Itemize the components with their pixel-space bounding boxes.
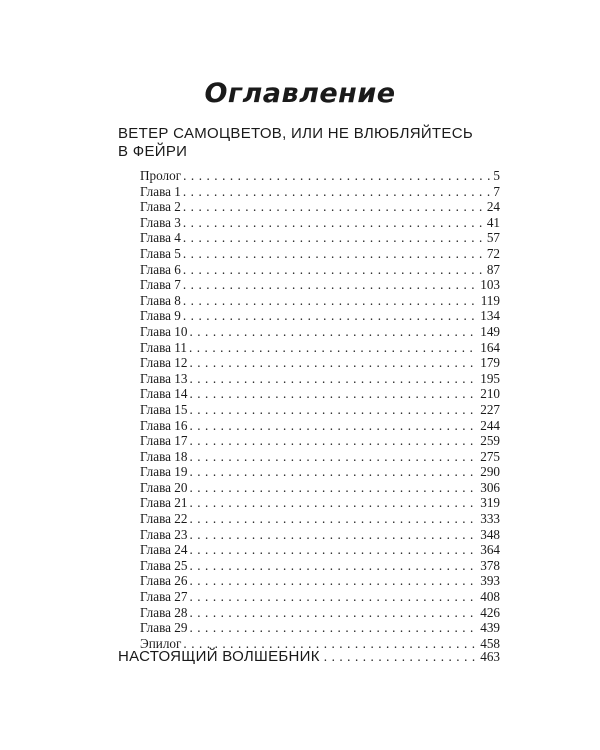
- toc-entry-label: Глава 21: [140, 495, 188, 511]
- toc-entry-page: 463: [480, 649, 500, 664]
- dot-leader: [189, 511, 478, 527]
- toc-entry[interactable]: [140, 308, 500, 324]
- toc-entry-page: 5: [493, 168, 500, 183]
- toc-entry-page: 7: [493, 183, 500, 199]
- toc-entry[interactable]: [140, 464, 500, 480]
- toc-entry-label: Глава 12: [140, 355, 188, 371]
- toc-entry-page: 408: [480, 589, 500, 605]
- toc-entry-page: 87: [486, 261, 500, 277]
- page-title: Оглавление: [204, 78, 396, 109]
- toc-entry-label: Глава 15: [140, 401, 188, 417]
- dot-leader: [189, 558, 478, 574]
- toc-entry[interactable]: [140, 495, 500, 511]
- toc-entry-page: 378: [480, 557, 500, 573]
- toc-entry-label: Глава 11: [140, 339, 187, 355]
- toc-entry-label: Глава 27: [140, 589, 188, 605]
- toc-entry[interactable]: [140, 527, 500, 543]
- dot-leader: [189, 449, 478, 465]
- toc-entry-page: 319: [480, 495, 500, 511]
- toc-entry-label: Глава 16: [140, 417, 188, 433]
- toc-entry-label: НАСТОЯЩИЙ ВОЛШЕБНИК: [118, 648, 320, 665]
- dot-leader: [324, 649, 476, 665]
- section-title-line-2: В ФЕЙРИ: [118, 143, 188, 160]
- toc-entry-label: Глава 5: [140, 245, 181, 261]
- toc-entry-label: Глава 10: [140, 323, 188, 339]
- toc-entry-list: [140, 168, 500, 651]
- toc-entry-page: 103: [480, 277, 500, 293]
- dot-leader: [189, 620, 478, 636]
- toc-entry-label: Пролог: [140, 168, 182, 183]
- toc-entry[interactable]: [140, 340, 500, 356]
- toc-entry-label: Глава 13: [140, 370, 188, 386]
- dot-leader: [183, 184, 492, 200]
- toc-entry-label: Глава 2: [140, 199, 181, 215]
- toc-entry-label: Глава 19: [140, 464, 188, 480]
- toc-entry[interactable]: [140, 402, 500, 418]
- toc-entry-page: 210: [480, 386, 500, 402]
- toc-entry[interactable]: [140, 184, 500, 200]
- toc-entry[interactable]: [140, 589, 500, 605]
- toc-entry-page: 244: [480, 417, 500, 433]
- toc-entry-page: 72: [486, 245, 500, 261]
- dot-leader: [189, 386, 478, 402]
- toc-entry-page: 119: [480, 292, 500, 308]
- toc-entry[interactable]: [140, 355, 500, 371]
- toc-entry-label: Глава 6: [140, 261, 181, 277]
- toc-entry[interactable]: [140, 168, 500, 184]
- toc-entry[interactable]: [140, 511, 500, 527]
- toc-entry[interactable]: [140, 215, 500, 231]
- toc-entry[interactable]: [140, 246, 500, 262]
- toc-entry-page: 275: [480, 448, 500, 464]
- dot-leader: [189, 433, 478, 449]
- dot-leader: [189, 402, 478, 418]
- dot-leader: [189, 418, 478, 434]
- toc-entry-label: Глава 9: [140, 308, 181, 324]
- dot-leader: [183, 308, 478, 324]
- toc-entry-page: 426: [480, 604, 500, 620]
- dot-leader: [189, 480, 478, 496]
- toc-entry-label: Глава 4: [140, 230, 181, 246]
- toc-entry[interactable]: [140, 558, 500, 574]
- toc-entry-label: Глава 20: [140, 479, 188, 495]
- toc-entry-label: Глава 7: [140, 277, 181, 293]
- dot-leader: [183, 293, 479, 309]
- toc-entry-label: Глава 23: [140, 526, 188, 542]
- toc-entry-label: Глава 25: [140, 557, 188, 573]
- toc-entry-page: 306: [480, 479, 500, 495]
- toc-entry[interactable]: [140, 433, 500, 449]
- toc-entry-page: 57: [486, 230, 500, 246]
- dot-leader: [189, 464, 478, 480]
- toc-entry-label: Эпилог: [140, 635, 182, 651]
- toc-entry-page: 348: [480, 526, 500, 542]
- toc-entry[interactable]: [140, 418, 500, 434]
- toc-entry-label: Глава 26: [140, 573, 188, 589]
- toc-entry[interactable]: [140, 199, 500, 215]
- toc-entry[interactable]: [140, 371, 500, 387]
- toc-entry-label: Глава 8: [140, 292, 181, 308]
- toc-entry-label: Глава 22: [140, 511, 188, 527]
- toc-entry[interactable]: [140, 293, 500, 309]
- dot-leader: [189, 589, 478, 605]
- toc-entry[interactable]: [140, 542, 500, 558]
- dot-leader: [183, 215, 485, 231]
- toc-entry-page: 179: [480, 355, 500, 371]
- toc-entry-page: 290: [480, 464, 500, 480]
- toc-entry-page: 259: [480, 433, 500, 449]
- toc-entry-page: 41: [486, 214, 500, 230]
- dot-leader: [189, 542, 478, 558]
- toc-entry-label: Глава 3: [140, 214, 181, 230]
- toc-entry[interactable]: [140, 262, 500, 278]
- dot-leader: [189, 355, 478, 371]
- toc-entry-page: 333: [480, 511, 500, 527]
- toc-entry[interactable]: [140, 605, 500, 621]
- toc-entry[interactable]: [140, 386, 500, 402]
- toc-entry-label: Глава 17: [140, 433, 188, 449]
- toc-entry-page: 364: [480, 542, 500, 558]
- section-title-line-1: ВЕТЕР САМОЦВЕТОВ, ИЛИ НЕ ВЛЮБЛЯЙТЕСЬ: [118, 125, 473, 142]
- dot-leader: [183, 246, 485, 262]
- toc-entry-label: Глава 28: [140, 604, 188, 620]
- toc-entry-page: 458: [480, 635, 500, 651]
- toc-entry[interactable]: [140, 480, 500, 496]
- toc-entry-page: 134: [480, 308, 500, 324]
- toc-entry[interactable]: [140, 277, 500, 293]
- dot-leader: [183, 199, 485, 215]
- toc-entry-label: Глава 29: [140, 620, 188, 636]
- dot-leader: [189, 324, 478, 340]
- dot-leader: [183, 262, 485, 278]
- toc-entry[interactable]: [140, 573, 500, 589]
- toc-entry-page: 439: [480, 620, 500, 636]
- toc-entry[interactable]: [140, 230, 500, 246]
- dot-leader: [189, 371, 478, 387]
- dot-leader: [189, 605, 478, 621]
- toc-entry-label: Глава 18: [140, 448, 188, 464]
- dot-leader: [189, 340, 478, 356]
- dot-leader: [189, 495, 478, 511]
- toc-entry-page: 393: [480, 573, 500, 589]
- toc-entry[interactable]: [140, 324, 500, 340]
- dot-leader: [183, 277, 478, 293]
- dot-leader: [183, 230, 485, 246]
- toc-entry[interactable]: [140, 620, 500, 636]
- toc-entry-real-wizard[interactable]: [118, 648, 500, 665]
- toc-entry-label: Глава 14: [140, 386, 188, 402]
- section-title-wind-of-gems: [118, 125, 518, 161]
- toc-entry-page: 164: [480, 339, 500, 355]
- toc-entry-page: 24: [486, 199, 500, 215]
- toc-entry-page: 149: [480, 323, 500, 339]
- dot-leader: [189, 527, 478, 543]
- toc-entry-label: Глава 24: [140, 542, 188, 558]
- toc-entry-page: 227: [480, 401, 500, 417]
- toc-entry[interactable]: [140, 449, 500, 465]
- dot-leader: [189, 573, 478, 589]
- toc-entry-page: 195: [480, 370, 500, 386]
- dot-leader: [183, 168, 491, 184]
- toc-entry-label: Глава 1: [140, 183, 181, 199]
